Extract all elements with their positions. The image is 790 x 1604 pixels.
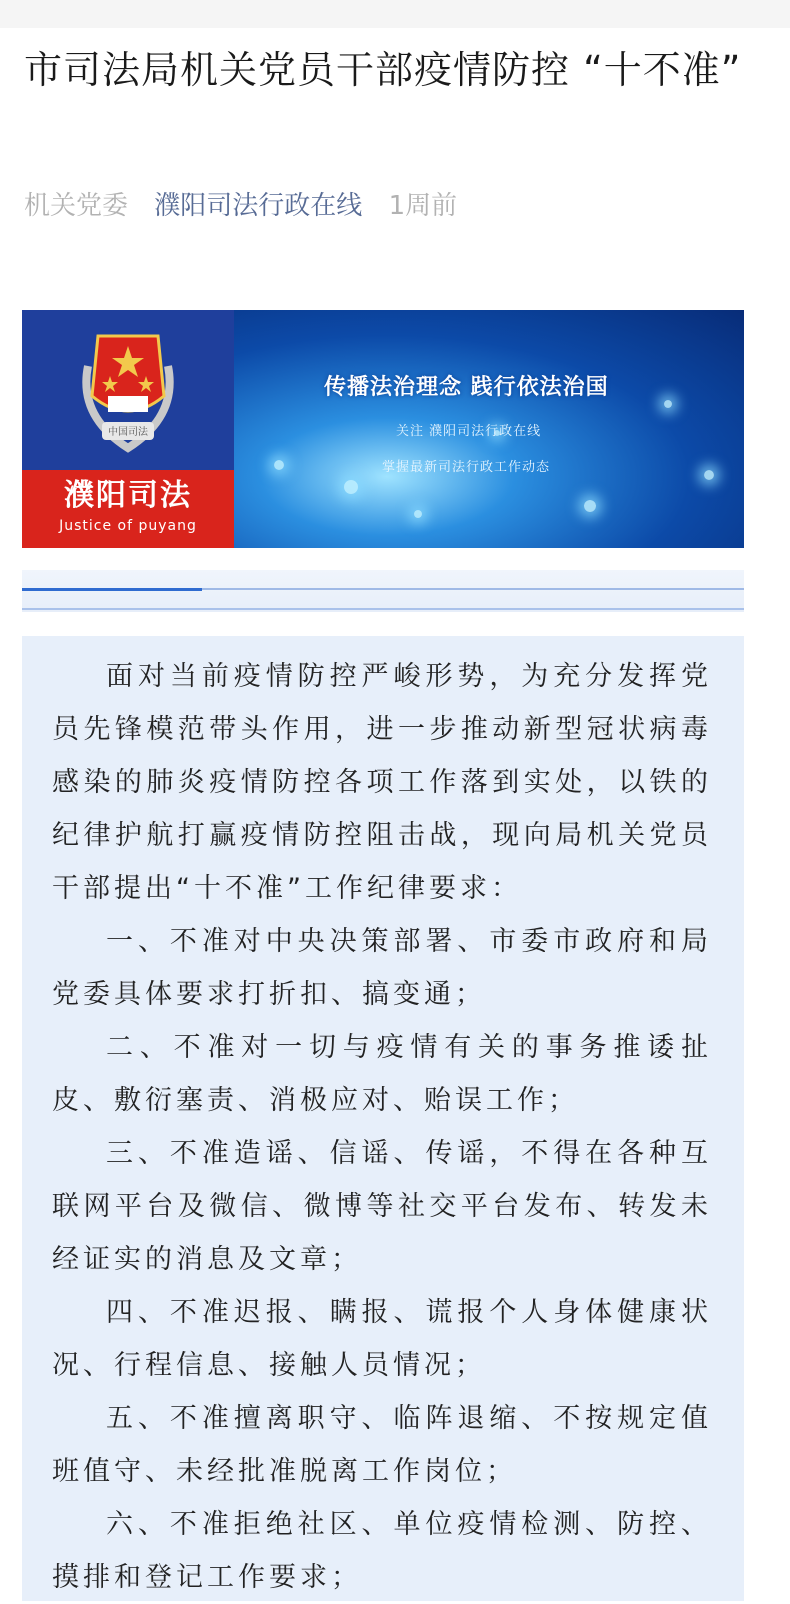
glow-dot (664, 400, 672, 408)
glow-dot (414, 510, 422, 518)
glow-dot (274, 460, 284, 470)
paragraph-rule-2: 二、不准对一切与疫情有关的事务推诿扯皮、敷衍塞责、消极应对、贻误工作； (52, 1032, 712, 1116)
banner-glow-panel (234, 310, 744, 548)
emblem-caption: 中国司法 (108, 427, 148, 438)
article-body (22, 636, 744, 1601)
divider-accent-line (22, 588, 202, 591)
brand-label-box (22, 470, 234, 548)
article-tag: 机关党委 (24, 191, 129, 221)
divider-bottom-line (22, 608, 744, 610)
header-banner-image (22, 310, 744, 548)
account-name-link[interactable]: 濮阳司法行政在线 (154, 191, 363, 221)
paragraph-rule-3: 三、不准造谣、信谣、传谣，不得在各种互联网平台及微信、微博等社交平台发布、转发未经证实的消息及文章； (52, 1138, 712, 1275)
paragraph-rule-5: 五、不准擅离职守、临阵退缩、不按规定值班值守、未经批准脱离工作岗位； (52, 1403, 712, 1487)
glow-dot (584, 500, 596, 512)
section-divider (22, 570, 744, 612)
divider-line (202, 588, 744, 590)
paragraph-rule-1: 一、不准对中央决策部署、市委市政府和局党委具体要求打折扣、搞变通； (52, 926, 712, 1010)
article-meta (24, 186, 475, 226)
paragraph-rule-4: 四、不准迟报、瞒报、谎报个人身体健康状况、行程信息、接触人员情况； (52, 1297, 712, 1381)
banner-slogan-news: 掌握最新司法行政工作动态 (382, 460, 551, 475)
paragraph-rule-6: 六、不准拒绝社区、单位疫情检测、防控、摸排和登记工作要求； (52, 1509, 712, 1593)
publish-time: 1周前 (388, 191, 458, 221)
glow-dot (704, 470, 714, 480)
banner-logo-panel (22, 310, 234, 548)
banner-slogan-main: 传播法治理念 践行依法治国 (324, 375, 609, 400)
top-status-strip (0, 0, 790, 28)
paragraph-intro: 面对当前疫情防控严峻形势，为充分发挥党员先锋模范带头作用，进一步推动新型冠状病毒感染的肺炎疫情防控各项工作落到实处，以铁的纪律护航打赢疫情防控阻击战，现向局机关党员干部提出“十不准”工作纪律要求： (52, 661, 712, 904)
article-title: 市司法局机关党员干部疫情防控 “十不准” (24, 48, 742, 92)
justice-emblem-icon (68, 326, 188, 456)
brand-english-name: Justice of puyang (59, 518, 197, 534)
brand-name: 濮阳司法 (64, 478, 192, 513)
banner-slogan-follow: 关注 濮阳司法行政在线 (396, 424, 542, 439)
glow-dot (344, 480, 358, 494)
